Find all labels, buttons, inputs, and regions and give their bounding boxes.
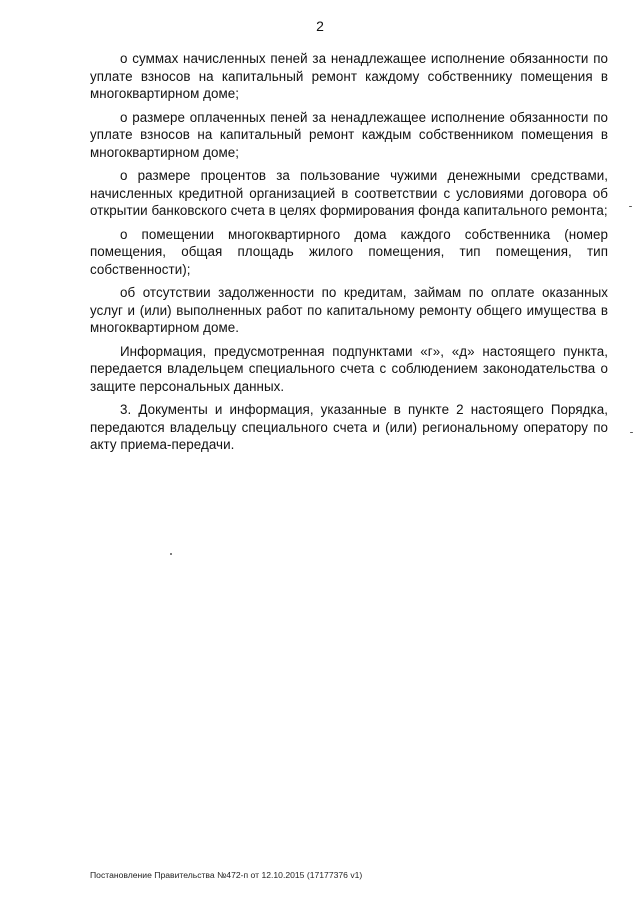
scan-speck [629,206,632,207]
scan-speck [170,553,172,555]
paragraph: Информация, предусмотренная подпунктами «г», «д» настоящего пункта, передается владельцем специального счета с соблюдением законодательства о защите персональных данных. [90,343,608,394]
paragraph: о размере процентов за пользование чужими денежными средствами, начисленных кредитной организацией в соответствии с условиями договора об открытии банковского счета в целях формирования фонда капитального ремонта; [90,168,608,218]
document-footer: Постановление Правительства №472-п от 12.10.2015 (17177376 v1) [90,870,363,880]
paragraph: о размере оплаченных пеней за ненадлежащее исполнение обязанности по уплате взносов на капитальный ремонт каждым собственником помещения в многоквартирном доме; [90,109,608,160]
document-body [90,50,608,460]
paragraph: о помещении многоквартирного дома каждого собственника (номер помещения, общая площадь жилого помещения, тип помещения, тип собственности); [90,226,608,277]
page-number: 2 [316,18,324,34]
paragraph: о суммах начисленных пеней за ненадлежащее исполнение обязанности по уплате взносов на капитальный ремонт каждому собственнику помещения в многоквартирном доме; [90,51,608,101]
scan-speck [630,432,633,433]
paragraph: 3. Документы и информация, указанные в пункте 2 настоящего Порядка, передаются владельцу специального счета и (или) региональному оператору по акту приема-передачи. [90,402,608,452]
paragraph: об отсутствии задолженности по кредитам, займам по оплате оказанных услуг и (или) выполненных работ по капитальному ремонту общего имущества в многоквартирном доме. [90,285,608,335]
